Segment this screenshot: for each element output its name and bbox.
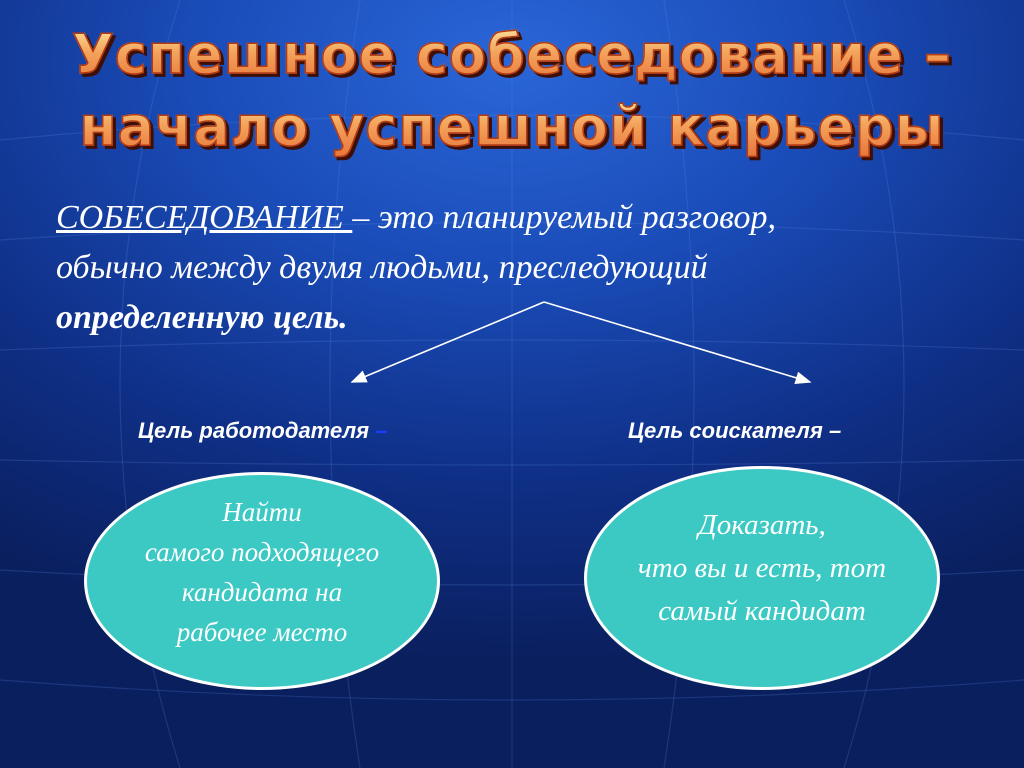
candidate-goal-text-line: что вы и есть, тот <box>637 551 887 584</box>
definition-term: СОБЕСЕДОВАНИЕ <box>56 199 353 236</box>
employer-goal-text-line: кандидата на <box>181 577 343 607</box>
candidate-goal-label <box>628 418 841 444</box>
employer-goal-text-line: Найти <box>222 497 302 527</box>
definition-line-2: обычно между двумя людьми, преследующий <box>56 249 708 286</box>
slide-title-line-2: начало успешной карьеры <box>0 97 1024 157</box>
arrow-to-candidate <box>544 302 810 382</box>
employer-goal-text-line: рабочее место <box>176 617 348 647</box>
employer-goal-ellipse <box>84 472 440 690</box>
definition-line-1-rest: – это планируемый разговор, <box>352 199 776 236</box>
arrow-to-employer <box>352 302 544 382</box>
slide-title-line-1: Успешное собеседование – <box>0 25 1024 85</box>
employer-goal-label <box>138 418 387 444</box>
candidate-goal-text-line: самый кандидат <box>658 594 866 627</box>
employer-goal-label-text: Цель работодателя <box>138 418 376 443</box>
candidate-goal-dash: – <box>828 418 842 443</box>
candidate-goal-label-text: Цель соискателя <box>628 418 829 443</box>
employer-goal-text-line: самого подходящего <box>144 537 380 567</box>
candidate-goal-ellipse <box>584 466 940 690</box>
candidate-goal-text-line: Доказать, <box>698 508 826 541</box>
definition-line-3: определенную цель. <box>56 299 348 336</box>
employer-goal-dash: – <box>375 418 388 443</box>
